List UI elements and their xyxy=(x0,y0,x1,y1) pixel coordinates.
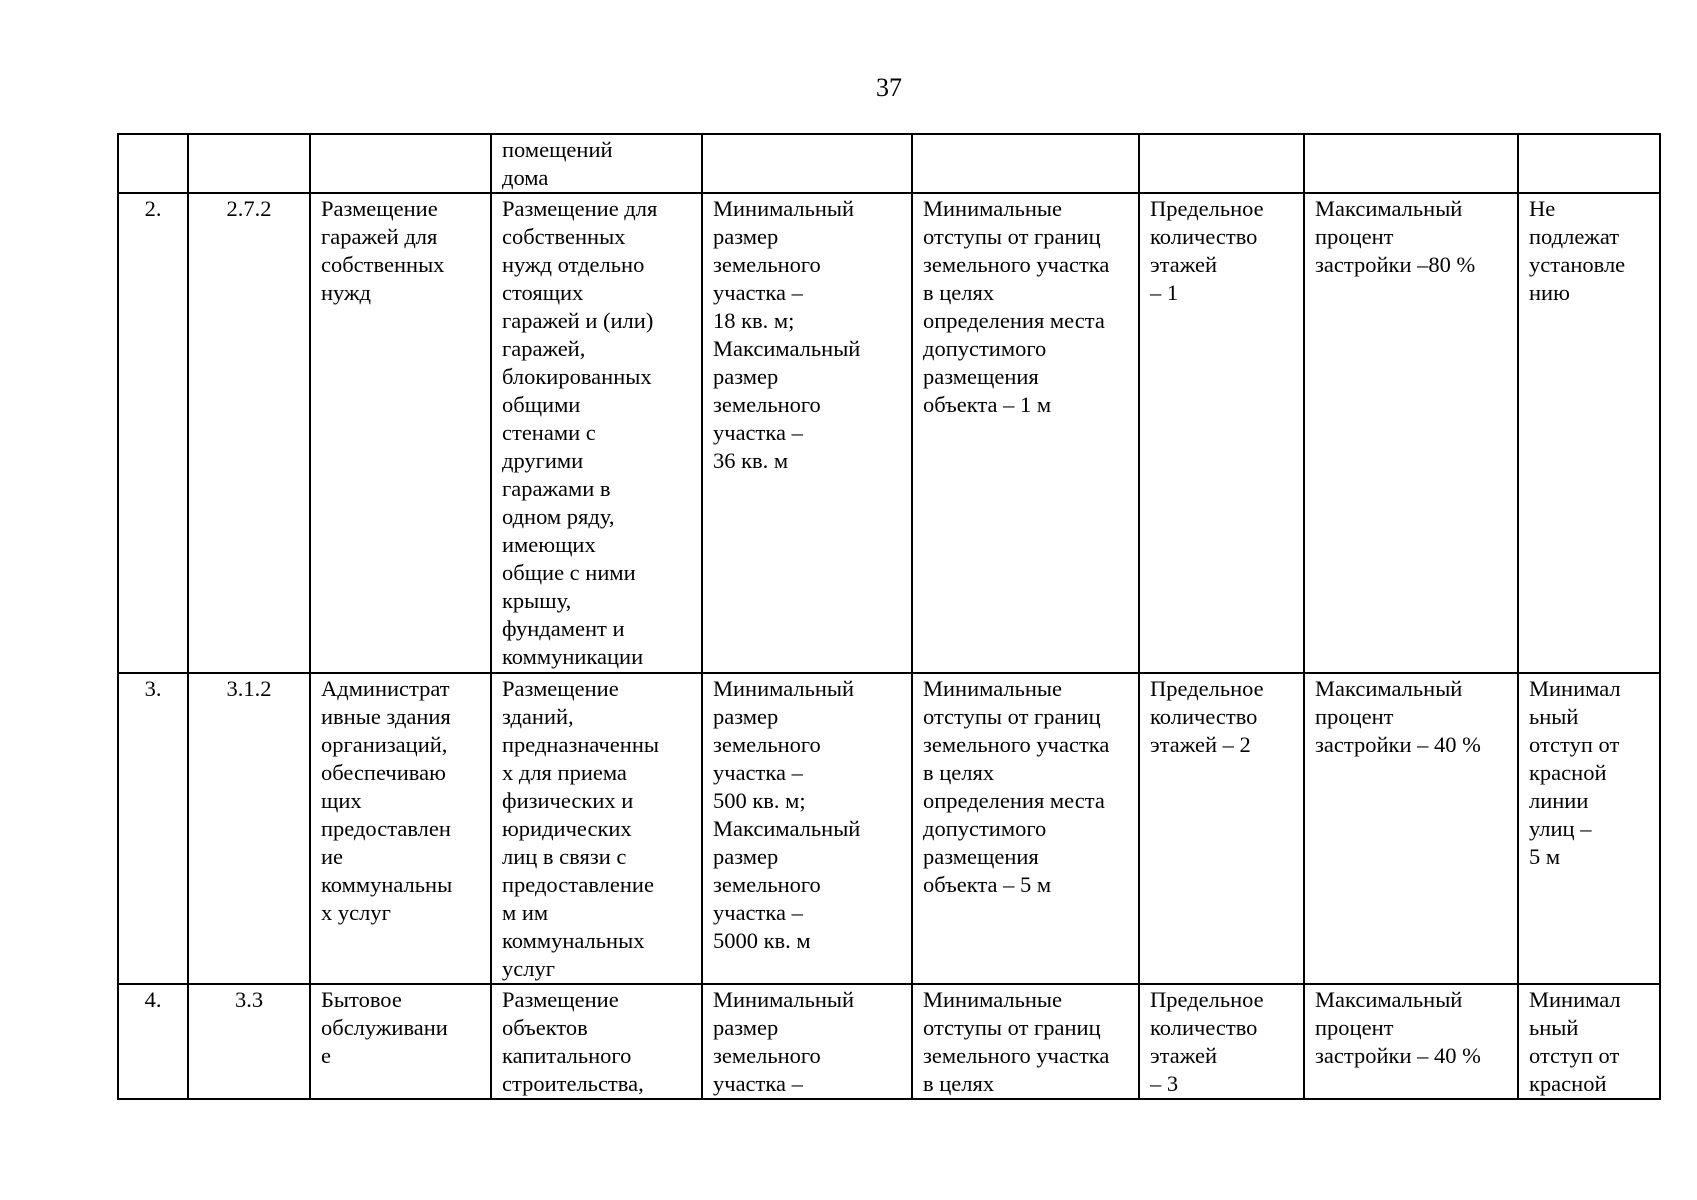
row-number-cell xyxy=(118,134,188,193)
use-description-cell: Размещение зданий, предназначенны х для приема физических и юридических лиц в связи с предоставление м им коммунальных услуг xyxy=(491,673,702,984)
other-params-cell xyxy=(1518,134,1660,193)
use-description-cell: Размещение для собственных нужд отдельно стоящих гаражей и (или) гаражей, блокированных общими стенами с другими гаражами в одном ряду, имеющих общие с ними крышу, фундамент и коммуникации xyxy=(491,193,702,673)
other-params-cell: Минимал ьный отступ от красной xyxy=(1518,984,1660,1099)
use-description-cell: Размещение объектов капитального строительства, xyxy=(491,984,702,1099)
use-name-cell: Администрат ивные здания организаций, обеспечиваю щих предоставлен ие коммунальны х услуг xyxy=(310,673,491,984)
setbacks-cell: Минимальные отступы от границ земельного участка в целях определения места допустимого размещения объекта – 1 м xyxy=(912,193,1139,673)
use-code-cell: 3.1.2 xyxy=(188,673,310,984)
row-number-cell: 3. xyxy=(118,673,188,984)
table-row xyxy=(118,984,1660,1099)
use-description-cell: помещений дома xyxy=(491,134,702,193)
floors-cell: Предельное количество этажей – 2 xyxy=(1139,673,1304,984)
plot-size-cell: Минимальный размер земельного участка – xyxy=(702,984,912,1099)
floors-cell: Предельное количество этажей – 1 xyxy=(1139,193,1304,673)
other-params-cell: Не подлежат установле нию xyxy=(1518,193,1660,673)
floors-cell xyxy=(1139,134,1304,193)
use-name-cell: Размещение гаражей для собственных нужд xyxy=(310,193,491,673)
page-number: 37 xyxy=(876,73,902,102)
use-code-cell xyxy=(188,134,310,193)
table-row xyxy=(118,673,1660,984)
use-code-cell: 3.3 xyxy=(188,984,310,1099)
coverage-cell xyxy=(1304,134,1518,193)
floors-cell: Предельное количество этажей – 3 xyxy=(1139,984,1304,1099)
setbacks-cell: Минимальные отступы от границ земельного участка в целях определения места допустимого размещения объекта – 5 м xyxy=(912,673,1139,984)
use-name-cell: Бытовое обслуживани е xyxy=(310,984,491,1099)
use-code-cell: 2.7.2 xyxy=(188,193,310,673)
coverage-cell: Максимальный процент застройки – 40 % xyxy=(1304,984,1518,1099)
coverage-cell: Максимальный процент застройки – 40 % xyxy=(1304,673,1518,984)
table-row xyxy=(118,193,1660,673)
table-row xyxy=(118,134,1660,193)
plot-size-cell: Минимальный размер земельного участка – 500 кв. м; Максимальный размер земельного участка – 5000 кв. м xyxy=(702,673,912,984)
setbacks-cell: Минимальные отступы от границ земельного участка в целях xyxy=(912,984,1139,1099)
zoning-table xyxy=(117,133,1661,1100)
other-params-cell: Минимал ьный отступ от красной линии улиц – 5 м xyxy=(1518,673,1660,984)
plot-size-cell: Минимальный размер земельного участка – 18 кв. м; Максимальный размер земельного участка – 36 кв. м xyxy=(702,193,912,673)
plot-size-cell xyxy=(702,134,912,193)
row-number-cell: 4. xyxy=(118,984,188,1099)
coverage-cell: Максимальный процент застройки –80 % xyxy=(1304,193,1518,673)
use-name-cell xyxy=(310,134,491,193)
row-number-cell: 2. xyxy=(118,193,188,673)
setbacks-cell xyxy=(912,134,1139,193)
